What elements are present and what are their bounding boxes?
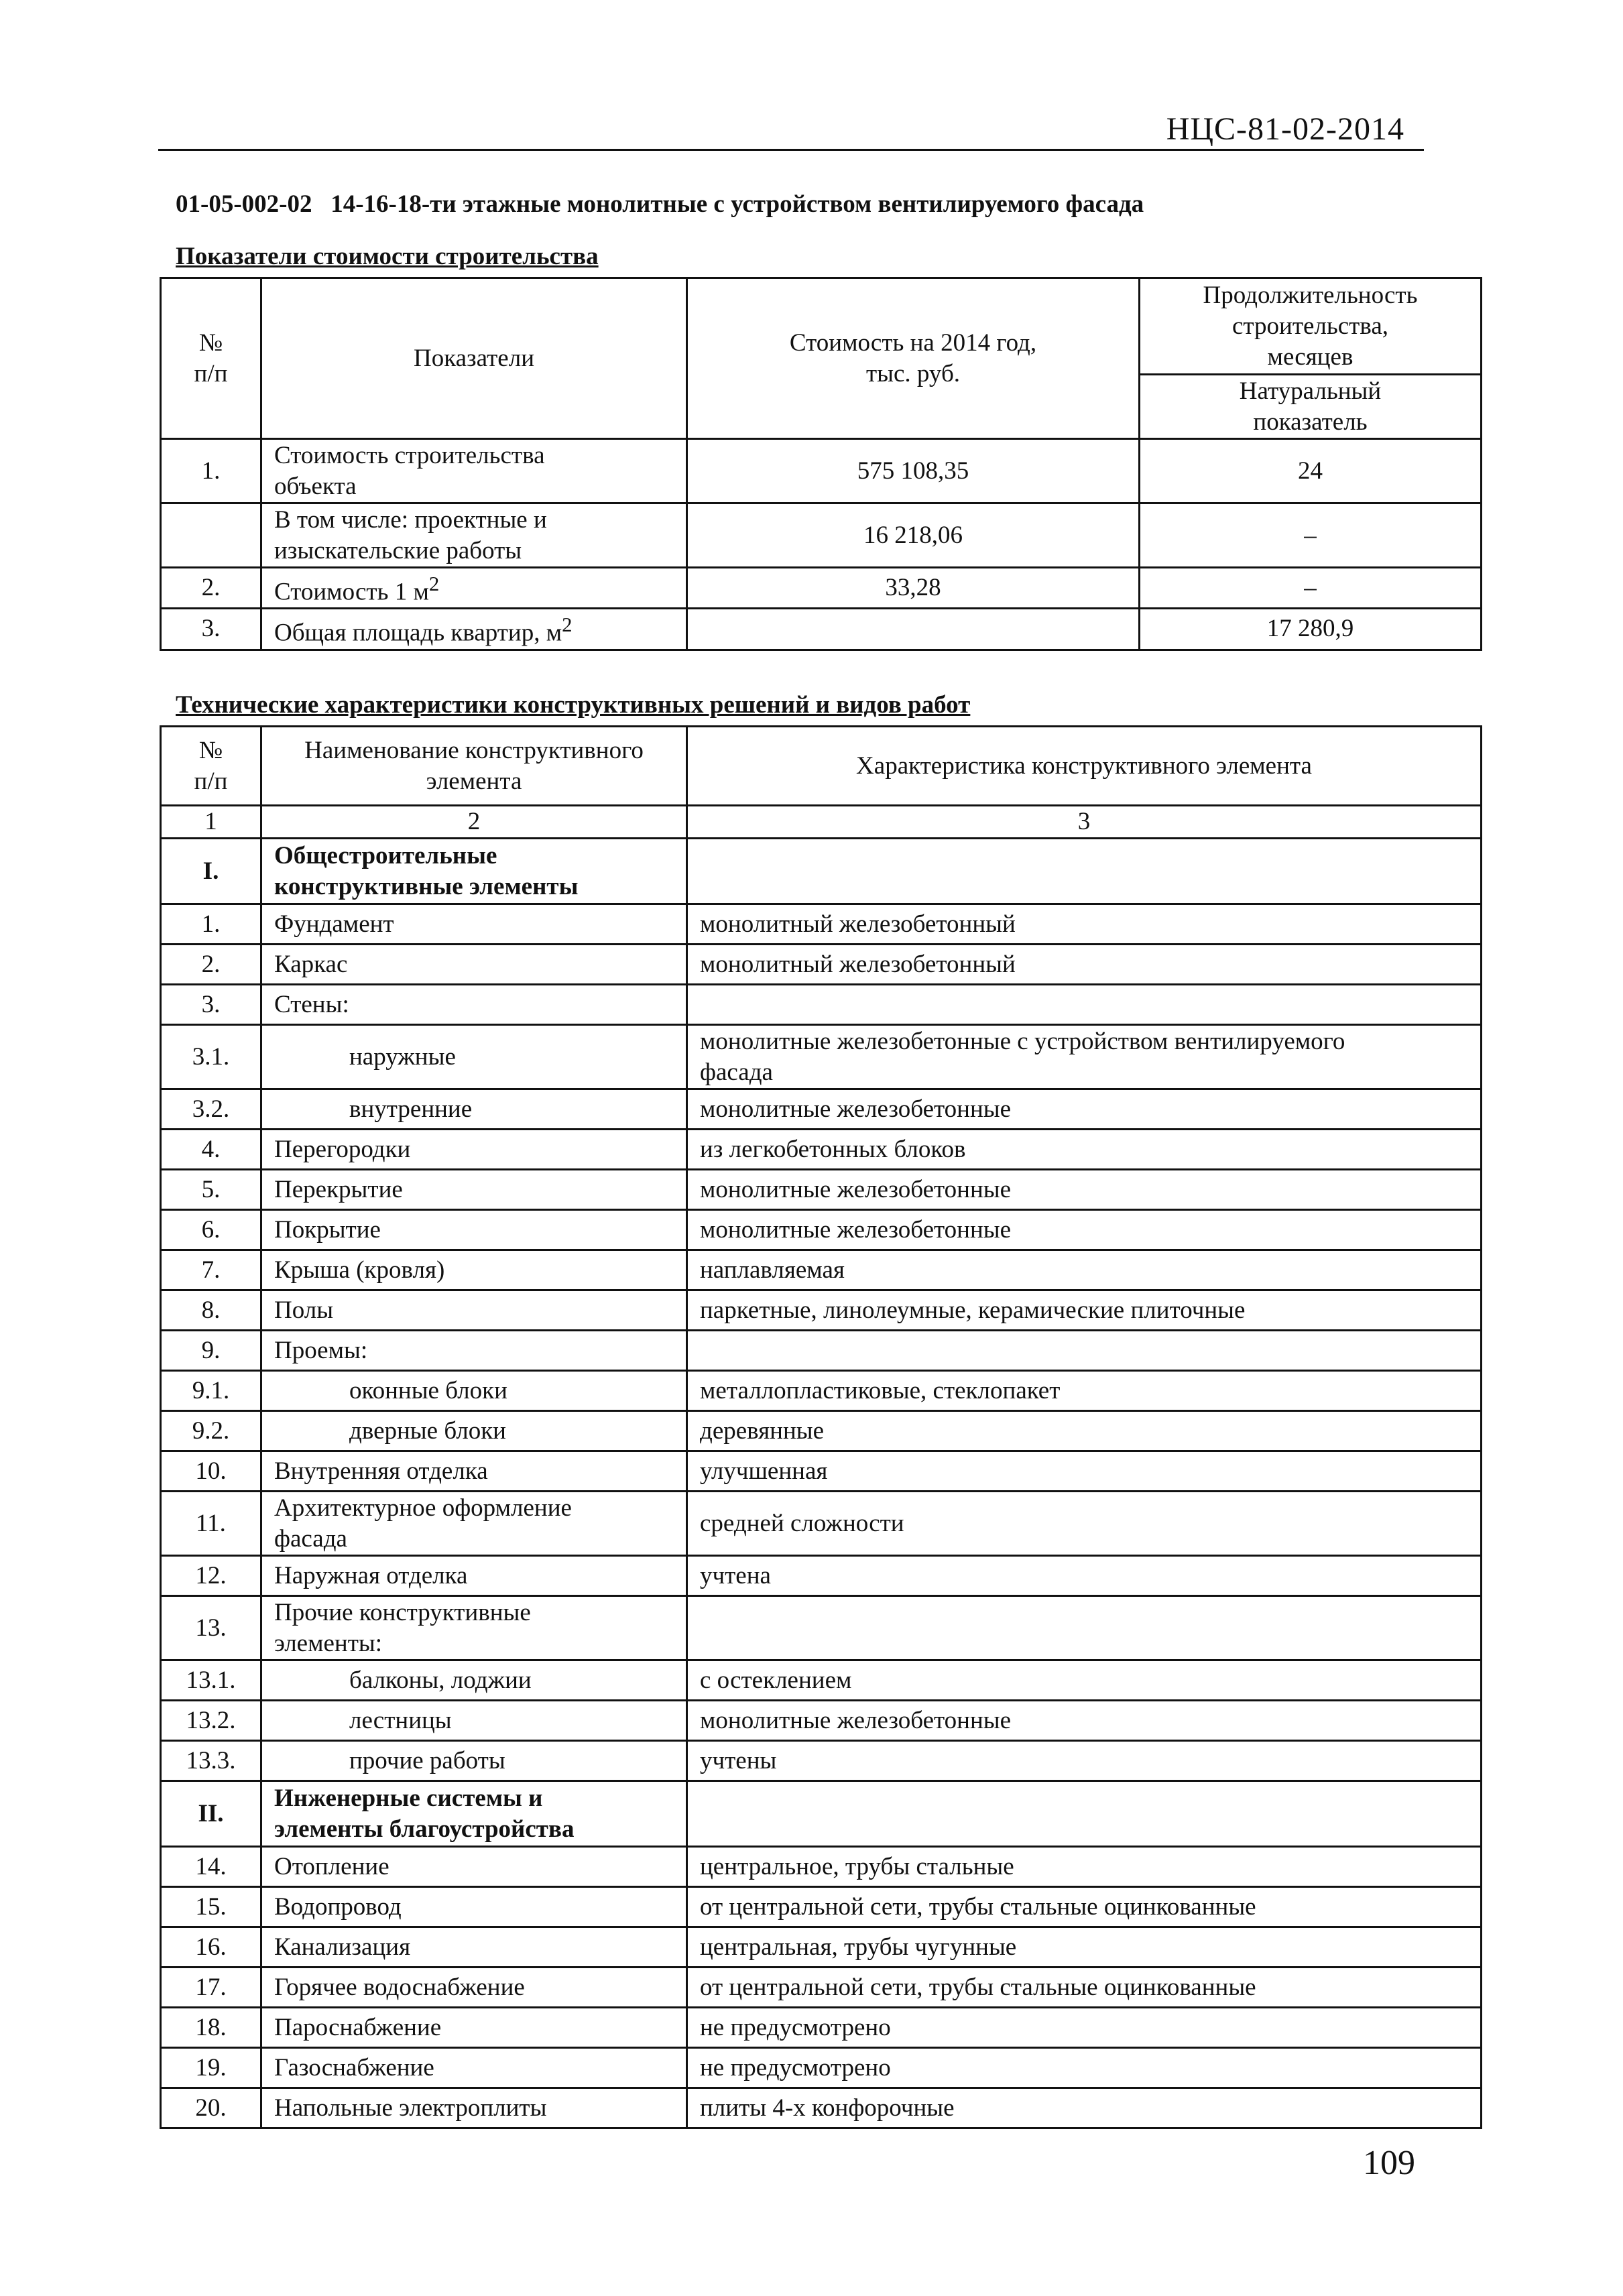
element-name: Горячее водоснабжение: [261, 1968, 687, 2008]
element-characteristic: центральное, трубы стальные: [687, 1847, 1482, 1887]
indicator-label: Общая площадь квартир, м: [274, 619, 562, 647]
row-number: 5.: [161, 1170, 261, 1210]
column-header-cost: Стоимость на 2014 год, тыс. руб.: [687, 278, 1140, 439]
element-name: Газоснабжение: [261, 2048, 687, 2088]
table-row: [161, 2008, 1482, 2048]
element-name: Стены:: [261, 985, 687, 1025]
row-number: 3.: [161, 985, 261, 1025]
indicator-name: [261, 503, 687, 568]
element-name: Архитектурное оформление фасада: [261, 1492, 687, 1556]
element-name: Наружная отделка: [261, 1556, 687, 1596]
table-row: [161, 2048, 1482, 2088]
element-name: Полы: [261, 1290, 687, 1331]
table-row: [161, 1170, 1482, 1210]
unit-exponent: 2: [428, 572, 440, 595]
duration-value: –: [1140, 568, 1482, 609]
table-row: [161, 1887, 1482, 1927]
element-name: Перекрытие: [261, 1170, 687, 1210]
row-number: 1.: [161, 904, 261, 945]
column-header-indicator: Показатели: [261, 278, 687, 439]
row-number: 3.1.: [161, 1025, 261, 1089]
row-number: 6.: [161, 1210, 261, 1250]
technical-characteristics-title: Технические характеристики конструктивных решений и видов работ: [176, 691, 971, 719]
table-row: [161, 1741, 1482, 1781]
column-header-num: № п/п: [161, 727, 261, 806]
element-characteristic: [687, 1331, 1482, 1371]
column-header-natural-indicator: Натуральный показатель: [1140, 375, 1482, 439]
element-characteristic: от центральной сети, трубы стальные оцинкованные: [687, 1968, 1482, 2008]
duration-value: 24: [1140, 439, 1482, 503]
element-name: Канализация: [261, 1927, 687, 1968]
element-name: Отопление: [261, 1847, 687, 1887]
row-number: 7.: [161, 1250, 261, 1290]
element-characteristic: монолитные железобетонные: [687, 1210, 1482, 1250]
element-name: балконы, лоджии: [261, 1660, 687, 1701]
element-characteristic: из легкобетонных блоков: [687, 1130, 1482, 1170]
row-number: 1.: [161, 439, 261, 503]
element-name: лестницы: [261, 1701, 687, 1741]
column-index-3: 3: [687, 806, 1482, 839]
row-number: 9.: [161, 1331, 261, 1371]
row-number: I.: [161, 839, 261, 904]
table-row: [161, 1290, 1482, 1331]
element-characteristic: монолитные железобетонные: [687, 1089, 1482, 1130]
element-characteristic: с остеклением: [687, 1660, 1482, 1701]
row-number: 15.: [161, 1887, 261, 1927]
element-characteristic: металлопластиковые, стеклопакет: [687, 1371, 1482, 1411]
table-row: [161, 1847, 1482, 1887]
row-number: 19.: [161, 2048, 261, 2088]
row-number: 17.: [161, 1968, 261, 2008]
element-name: дверные блоки: [261, 1411, 687, 1451]
row-number: 14.: [161, 1847, 261, 1887]
row-number: 3.2.: [161, 1089, 261, 1130]
element-characteristic: монолитные железобетонные: [687, 1170, 1482, 1210]
element-characteristic: от центральной сети, трубы стальные оцинкованные: [687, 1887, 1482, 1927]
row-number: 9.2.: [161, 1411, 261, 1451]
row-number: 13.1.: [161, 1660, 261, 1701]
table-row: [161, 1411, 1482, 1451]
indicator-name: [261, 568, 687, 609]
row-number: 10.: [161, 1451, 261, 1492]
indicator-name: [261, 439, 687, 503]
indicator-label: Стоимость строительства объекта: [274, 441, 545, 500]
element-characteristic: плиты 4-х конфорочные: [687, 2088, 1482, 2128]
column-header-characteristic: Характеристика конструктивного элемента: [687, 727, 1482, 806]
element-characteristic: не предусмотрено: [687, 2048, 1482, 2088]
table-row: [161, 1660, 1482, 1701]
element-characteristic: не предусмотрено: [687, 2008, 1482, 2048]
element-name: Крыша (кровля): [261, 1250, 687, 1290]
element-characteristic: учтена: [687, 1556, 1482, 1596]
duration-value: –: [1140, 503, 1482, 568]
row-number: II.: [161, 1781, 261, 1847]
element-characteristic: паркетные, линолеумные, керамические плиточные: [687, 1290, 1482, 1331]
element-characteristic: монолитные железобетонные: [687, 1701, 1482, 1741]
row-number: 13.: [161, 1596, 261, 1660]
section-row: [161, 839, 1482, 904]
row-number: 16.: [161, 1927, 261, 1968]
element-name: Напольные электроплиты: [261, 2088, 687, 2128]
element-name: оконные блоки: [261, 1371, 687, 1411]
section-code: 01-05-002-02: [176, 190, 312, 218]
table-row: [161, 1130, 1482, 1170]
element-name: Каркас: [261, 945, 687, 985]
indicator-label: В том числе: проектные и изыскательские работы: [274, 505, 547, 564]
table-row: [161, 1968, 1482, 2008]
table-row: [161, 1596, 1482, 1660]
cost-indicators-table: [160, 277, 1482, 651]
row-number: 12.: [161, 1556, 261, 1596]
indicator-name: [261, 609, 687, 650]
row-number: 8.: [161, 1290, 261, 1331]
row-number: [161, 503, 261, 568]
table-row: [161, 904, 1482, 945]
element-name: Инженерные системы и элементы благоустройства: [261, 1781, 687, 1847]
element-characteristic: наплавляемая: [687, 1250, 1482, 1290]
table-row: [161, 1089, 1482, 1130]
element-characteristic: [687, 985, 1482, 1025]
row-number: 20.: [161, 2088, 261, 2128]
element-name: внутренние: [261, 1089, 687, 1130]
indicator-label: Стоимость 1 м: [274, 578, 429, 606]
cost-value: [687, 609, 1140, 650]
element-name: Покрытие: [261, 1210, 687, 1250]
table-row: [161, 503, 1482, 568]
table-row: [161, 1492, 1482, 1556]
cost-value: 33,28: [687, 568, 1140, 609]
table-row: [161, 1556, 1482, 1596]
column-index-2: 2: [261, 806, 687, 839]
column-index-1: 1: [161, 806, 261, 839]
duration-value: 17 280,9: [1140, 609, 1482, 650]
row-number: 4.: [161, 1130, 261, 1170]
row-number: 11.: [161, 1492, 261, 1556]
element-name: Проемы:: [261, 1331, 687, 1371]
element-name: Прочие конструктивные элементы:: [261, 1596, 687, 1660]
section-row: [161, 1781, 1482, 1847]
table-row: [161, 945, 1482, 985]
table-row: [161, 439, 1482, 503]
column-header-duration: Продолжительность строительства, месяцев: [1140, 278, 1482, 375]
element-characteristic: [687, 1781, 1482, 1847]
element-name: наружные: [261, 1025, 687, 1089]
table-row: [161, 1451, 1482, 1492]
table-row: [161, 568, 1482, 609]
element-characteristic: учтены: [687, 1741, 1482, 1781]
element-characteristic: центральная, трубы чугунные: [687, 1927, 1482, 1968]
cost-value: 16 218,06: [687, 503, 1140, 568]
row-number: 18.: [161, 2008, 261, 2048]
table-row: [161, 1371, 1482, 1411]
column-header-num: № п/п: [161, 278, 261, 439]
element-characteristic: улучшенная: [687, 1451, 1482, 1492]
element-name: Общестроительные конструктивные элементы: [261, 839, 687, 904]
table-row: [161, 985, 1482, 1025]
element-characteristic: [687, 839, 1482, 904]
element-characteristic: монолитный железобетонный: [687, 904, 1482, 945]
element-characteristic: деревянные: [687, 1411, 1482, 1451]
table-row: [161, 1025, 1482, 1089]
section-heading: [176, 190, 1144, 219]
element-name: Фундамент: [261, 904, 687, 945]
table-row: [161, 2088, 1482, 2128]
element-name: прочие работы: [261, 1741, 687, 1781]
row-number: 2.: [161, 945, 261, 985]
table-row: [161, 1250, 1482, 1290]
document-code: НЦС-81-02-2014: [1166, 111, 1404, 147]
table-row: [161, 1927, 1482, 1968]
element-characteristic: монолитные железобетонные с устройством вентилируемого фасада: [687, 1025, 1482, 1089]
table-row: [161, 609, 1482, 650]
section-title: 14-16-18-ти этажные монолитные с устройством вентилируемого фасада: [330, 190, 1144, 218]
table-row: [161, 1210, 1482, 1250]
row-number: 13.3.: [161, 1741, 261, 1781]
element-name: Внутренняя отделка: [261, 1451, 687, 1492]
table-row: [161, 1331, 1482, 1371]
row-number: 2.: [161, 568, 261, 609]
header-rule: [158, 149, 1424, 151]
cost-value: 575 108,35: [687, 439, 1140, 503]
element-characteristic: средней сложности: [687, 1492, 1482, 1556]
element-characteristic: [687, 1596, 1482, 1660]
table-row: [161, 1701, 1482, 1741]
row-number: 3.: [161, 609, 261, 650]
element-name: Пароснабжение: [261, 2008, 687, 2048]
row-number: 9.1.: [161, 1371, 261, 1411]
element-name: Водопровод: [261, 1887, 687, 1927]
unit-exponent: 2: [562, 613, 573, 637]
column-header-element: Наименование конструктивного элемента: [261, 727, 687, 806]
page-number: 109: [1363, 2144, 1415, 2182]
element-characteristic: монолитный железобетонный: [687, 945, 1482, 985]
row-number: 13.2.: [161, 1701, 261, 1741]
technical-characteristics-table: [160, 725, 1482, 2129]
cost-indicators-title: Показатели стоимости строительства: [176, 243, 599, 270]
element-name: Перегородки: [261, 1130, 687, 1170]
